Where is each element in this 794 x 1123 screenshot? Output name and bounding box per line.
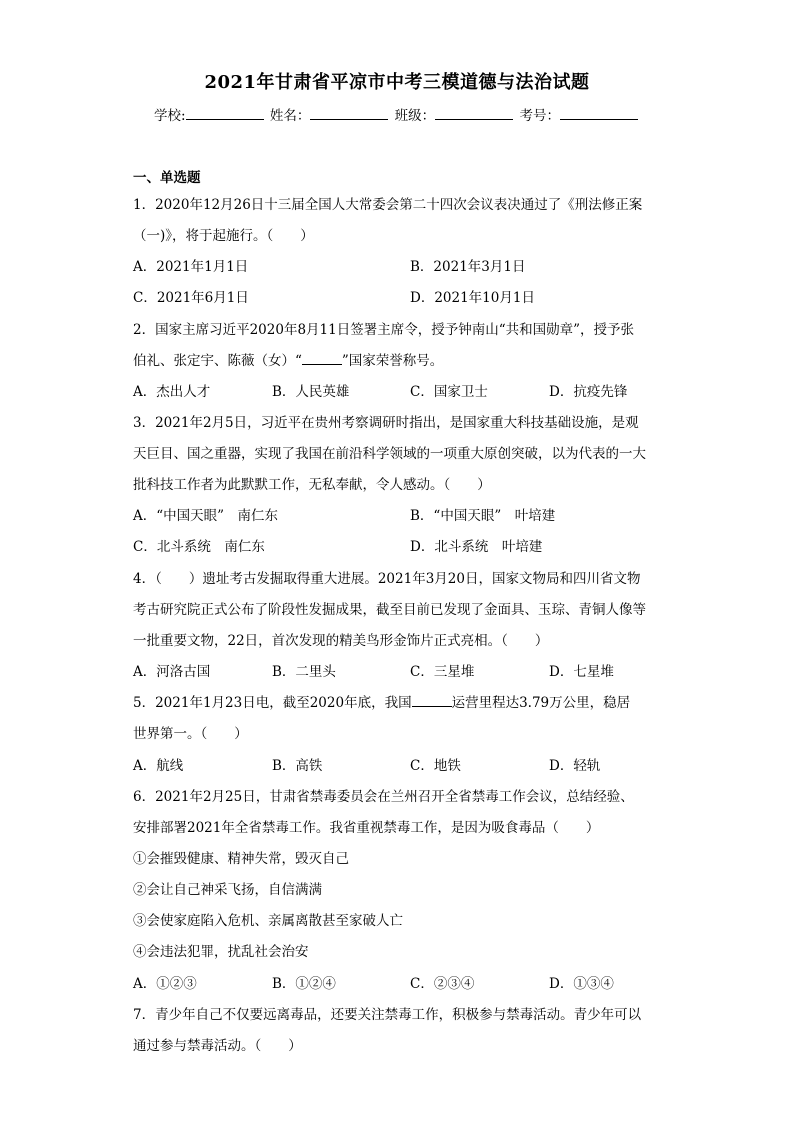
name-label: 姓名： xyxy=(269,108,311,124)
q1-option-c[interactable]: C．2021年6月1日 xyxy=(133,290,249,306)
q2-line-2: 伯礼、张定宇、陈薇（女）“ ”国家荣誉称号。 xyxy=(133,353,444,369)
q2-option-a[interactable]: A．杰出人才 xyxy=(133,384,211,400)
q6-option-c[interactable]: C．②③④ xyxy=(410,976,475,992)
q5-line-2: 世界第一。（ ） xyxy=(133,726,248,742)
name-blank[interactable] xyxy=(310,107,388,120)
q4-option-a[interactable]: A．河洛古国 xyxy=(133,664,211,680)
q6-statement-3: ③会使家庭陷入危机、亲属离散甚至家破人亡 xyxy=(133,913,403,929)
q5-line-1: 5．2021年1月23日电，截至2020年底，我国 运营里程达3.79万公里，稳居 xyxy=(133,695,631,711)
q3-line-2: 天巨目、国之重器，实现了我国在前沿科学领域的一项重大原创突破，以为代表的一大 xyxy=(133,446,646,462)
q4-option-b[interactable]: B．二里头 xyxy=(272,664,336,680)
q2-option-c[interactable]: C．国家卫士 xyxy=(410,384,488,400)
q4-option-c[interactable]: C．三星堆 xyxy=(410,664,475,680)
exam-number-label: 考号： xyxy=(519,108,560,124)
q6-line-1: 6．2021年2月25日，甘肃省禁毒委员会在兰州召开全省禁毒工作会议，总结经验、 xyxy=(133,789,634,805)
q1-option-d[interactable]: D．2021年10月1日 xyxy=(410,290,535,306)
q1-line-1: 1．2020年12月26日十三届全国人大常委会第二十四次会议表决通过了《刑法修正案 xyxy=(133,197,643,213)
q6-line-2: 安排部署2021年全省禁毒工作。我省重视禁毒工作，是因为吸食毒品（ ） xyxy=(133,820,600,836)
exam-title: 2021年甘肃省平凉市中考三模道德与法治试题 xyxy=(204,72,590,93)
q3-option-c[interactable]: C．北斗系统 南仁东 xyxy=(133,539,265,555)
exam-number-blank[interactable] xyxy=(560,107,638,120)
q1-line-2: （一)》，将于起施行。（ ） xyxy=(133,228,314,244)
q4-option-d[interactable]: D．七星堆 xyxy=(549,664,614,680)
q6-option-d[interactable]: D．①③④ xyxy=(549,976,614,992)
q6-option-a[interactable]: A．①②③ xyxy=(133,976,197,992)
school-label: 学校: xyxy=(154,108,186,124)
q2-line-1: 2．国家主席习近平2020年8月11日签署主席令，授予钟南山“共和国勋章”，授予张 xyxy=(133,322,635,338)
q3-line-1: 3．2021年2月5日，习近平在贵州考察调研时指出，是国家重大科技基础设施，是观 xyxy=(133,415,639,431)
q5-answer-blank xyxy=(412,694,452,707)
q1-option-b[interactable]: B．2021年3月1日 xyxy=(410,259,526,275)
q6-statement-2: ②会让自己神采飞扬，自信满满 xyxy=(133,882,322,898)
q5-option-b[interactable]: B．高铁 xyxy=(272,758,323,774)
q6-statement-1: ①会摧毁健康、精神失常，毁灭自己 xyxy=(133,851,349,867)
q7-line-1: 7．青少年自己不仅要远离毒品，还要关注禁毒工作，积极参与禁毒活动。青少年可以 xyxy=(133,1007,642,1023)
q4-line-1: 4．（ ）遗址考古发掘取得重大进展。2021年3月20日，国家文物局和四川省文物 xyxy=(133,571,641,587)
q4-line-2: 考古研究院正式公布了阶段性发掘成果，截至目前已发现了金面具、玉琮、青铜人像等 xyxy=(133,602,646,618)
class-blank[interactable] xyxy=(435,107,513,120)
q6-option-b[interactable]: B．①②④ xyxy=(272,976,336,992)
q1-option-a[interactable]: A．2021年1月1日 xyxy=(133,259,249,275)
q3-option-b[interactable]: B．“中国天眼” 叶培建 xyxy=(410,508,556,524)
q5-option-d[interactable]: D．轻轨 xyxy=(549,758,601,774)
q2-answer-blank xyxy=(302,352,342,365)
q2-option-d[interactable]: D．抗疫先锋 xyxy=(549,384,628,400)
class-label: 班级： xyxy=(394,108,436,124)
q3-option-d[interactable]: D．北斗系统 叶培建 xyxy=(410,539,543,555)
q3-line-3: 批科技工作者为此默默工作，无私奉献，令人感动。（ ） xyxy=(133,477,491,493)
school-blank[interactable] xyxy=(186,107,264,120)
q5-option-a[interactable]: A．航线 xyxy=(133,758,184,774)
q3-option-a[interactable]: A．“中国天眼” 南仁东 xyxy=(133,508,279,524)
q7-line-2: 通过参与禁毒活动。（ ） xyxy=(133,1038,302,1054)
section-heading: 一、单选题 xyxy=(133,170,201,186)
q6-statement-4: ④会违法犯罪，扰乱社会治安 xyxy=(133,944,309,960)
q5-option-c[interactable]: C．地铁 xyxy=(410,758,461,774)
q4-line-3: 一批重要文物，22日，首次发现的精美鸟形金饰片正式亮相。（ ） xyxy=(133,633,549,649)
student-info-line xyxy=(0,104,794,124)
q2-option-b[interactable]: B．人民英雄 xyxy=(272,384,350,400)
